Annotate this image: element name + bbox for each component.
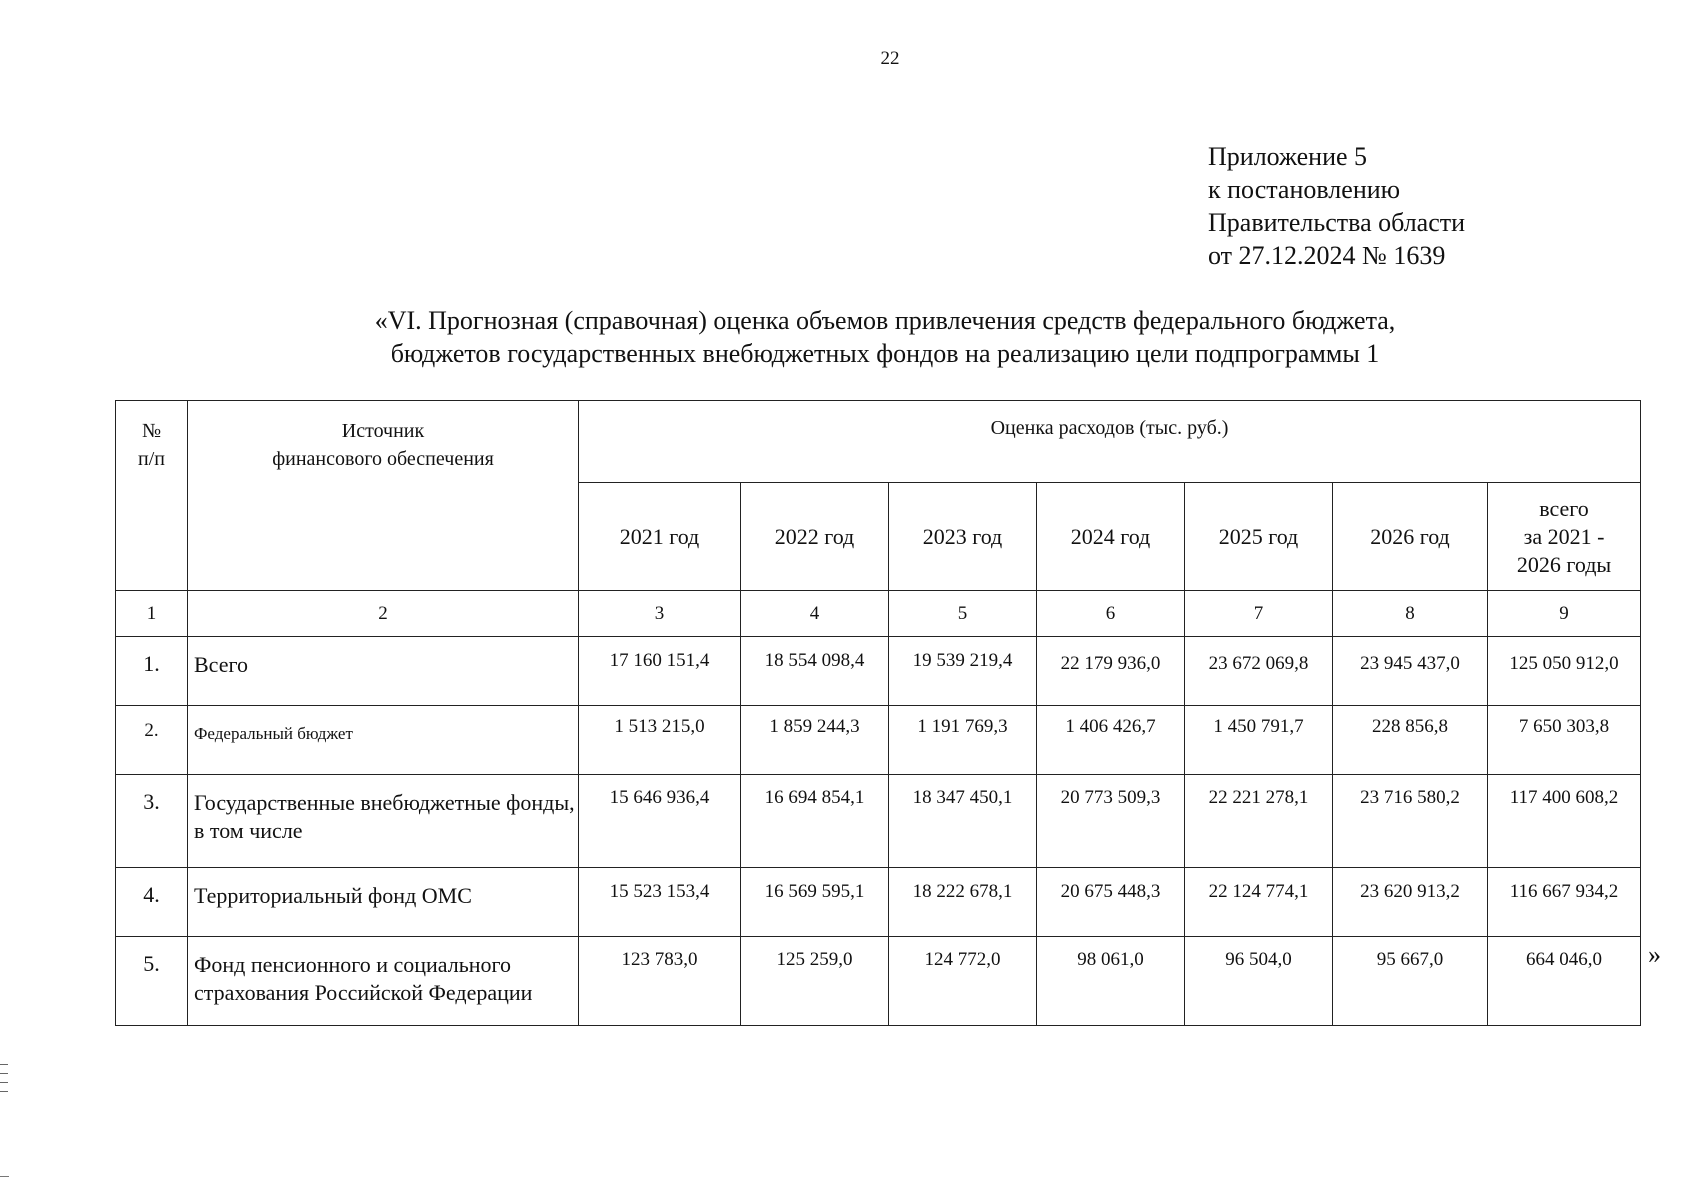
row-source-name: Государственные внебюджетные фонды, в том числе <box>188 775 579 868</box>
column-number: 8 <box>1333 591 1488 637</box>
row-value: 15 646 936,4 <box>579 775 741 868</box>
row-value: 125 259,0 <box>741 937 889 1026</box>
row-value: 19 539 219,4 <box>889 637 1037 706</box>
row-source-name: Территориальный фонд ОМС <box>188 868 579 937</box>
title-line: «VI. Прогнозная (справочная) оценка объемов привлечения средств федерального бюджета, <box>374 306 1396 335</box>
row-value: 17 160 151,4 <box>579 637 741 706</box>
table-row <box>116 637 1641 706</box>
column-number: 1 <box>116 591 188 637</box>
row-value: 23 672 069,8 <box>1185 637 1333 706</box>
closing-quote: » <box>1648 940 1661 969</box>
row-value: 22 221 278,1 <box>1185 775 1333 868</box>
row-source-name: Всего <box>188 637 579 706</box>
table-row <box>116 937 1641 1026</box>
title-line: бюджетов государственных внебюджетных фондов на реализацию цели подпрограммы 1 <box>390 339 1380 368</box>
row-value: 1 450 791,7 <box>1185 706 1333 775</box>
row-value: 23 620 913,2 <box>1333 868 1488 937</box>
row-value: 1 191 769,3 <box>889 706 1037 775</box>
row-index: 4. <box>116 868 188 937</box>
row-index: 3. <box>116 775 188 868</box>
column-number: 9 <box>1488 591 1641 637</box>
row-value: 1 406 426,7 <box>1037 706 1185 775</box>
header-year: 2024 год <box>1037 483 1185 591</box>
column-number: 4 <box>741 591 889 637</box>
row-value: 22 179 936,0 <box>1037 637 1185 706</box>
header-total <box>1488 483 1641 591</box>
table-row <box>116 775 1641 868</box>
header-source-text: Источник финансового обеспечения <box>272 420 494 470</box>
row-value: 98 061,0 <box>1037 937 1185 1026</box>
binding-marks <box>0 1064 10 1100</box>
row-value: 23 945 437,0 <box>1333 637 1488 706</box>
funding-estimate-table <box>115 400 1641 1026</box>
header-source <box>188 401 579 591</box>
row-value: 228 856,8 <box>1333 706 1488 775</box>
header-total-text: всего за 2021 - 2026 годы <box>1516 495 1612 577</box>
row-value: 15 523 153,4 <box>579 868 741 937</box>
column-number: 5 <box>889 591 1037 637</box>
row-index: 5. <box>116 937 188 1026</box>
page-number: 22 <box>880 48 900 69</box>
column-number: 3 <box>579 591 741 637</box>
header-year: 2025 год <box>1185 483 1333 591</box>
header-year: 2022 год <box>741 483 889 591</box>
row-value: 23 716 580,2 <box>1333 775 1488 868</box>
column-number: 6 <box>1037 591 1185 637</box>
row-value: 123 783,0 <box>579 937 741 1026</box>
appendix-line: от 27.12.2024 № 1639 <box>1208 241 1446 270</box>
column-number: 2 <box>188 591 579 637</box>
row-value: 18 222 678,1 <box>889 868 1037 937</box>
row-value: 1 859 244,3 <box>741 706 889 775</box>
row-index: 2. <box>116 706 188 775</box>
column-number: 7 <box>1185 591 1333 637</box>
margin-mark <box>0 1176 9 1177</box>
row-value: 664 046,0 <box>1488 937 1641 1026</box>
row-value: 20 773 509,3 <box>1037 775 1185 868</box>
row-value: 124 772,0 <box>889 937 1037 1026</box>
row-value: 20 675 448,3 <box>1037 868 1185 937</box>
document-title <box>300 304 1470 370</box>
header-expense-estimate: Оценка расходов (тыс. руб.) <box>579 401 1641 483</box>
row-value: 96 504,0 <box>1185 937 1333 1026</box>
row-value: 18 554 098,4 <box>741 637 889 706</box>
appendix-line: Приложение 5 <box>1208 142 1368 171</box>
row-value: 16 569 595,1 <box>741 868 889 937</box>
header-number <box>116 401 188 591</box>
row-value: 117 400 608,2 <box>1488 775 1641 868</box>
row-value: 125 050 912,0 <box>1488 637 1641 706</box>
table-row <box>116 706 1641 775</box>
row-value: 116 667 934,2 <box>1488 868 1641 937</box>
row-value: 16 694 854,1 <box>741 775 889 868</box>
header-number-text: № п/п <box>138 420 165 470</box>
appendix-line: Правительства области <box>1208 208 1466 237</box>
row-value: 22 124 774,1 <box>1185 868 1333 937</box>
appendix-line: к постановлению <box>1208 175 1401 204</box>
row-value: 95 667,0 <box>1333 937 1488 1026</box>
row-value: 7 650 303,8 <box>1488 706 1641 775</box>
header-year: 2026 год <box>1333 483 1488 591</box>
header-year: 2023 год <box>889 483 1037 591</box>
row-value: 1 513 215,0 <box>579 706 741 775</box>
header-year: 2021 год <box>579 483 741 591</box>
row-value: 18 347 450,1 <box>889 775 1037 868</box>
appendix-reference <box>1208 140 1465 272</box>
table-row <box>116 868 1641 937</box>
row-index: 1. <box>116 637 188 706</box>
row-source-name: Фонд пенсионного и социального страхования Российской Федерации <box>188 937 579 1026</box>
row-source-name: Федеральный бюджет <box>188 706 579 775</box>
